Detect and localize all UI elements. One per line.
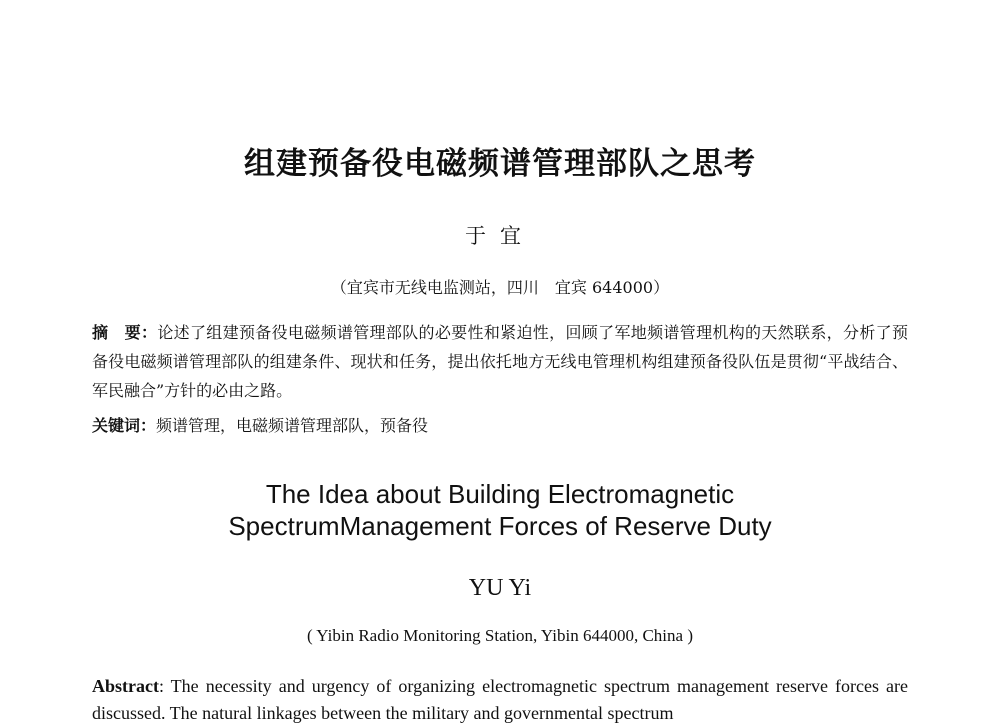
english-title-line-2: SpectrumManagement Forces of Reserve Duty: [228, 511, 772, 541]
chinese-keywords: [92, 411, 908, 440]
english-title: [0, 478, 1000, 542]
english-abstract-label: Abstract: [92, 676, 159, 696]
chinese-author: 于宜: [465, 224, 535, 248]
chinese-affiliation: （宜宾市无线电监测站，四川 宜宾 644000）: [330, 278, 670, 297]
chinese-abstract-text: 论述了组建预备役电磁频谱管理部队的必要性和紧迫性，回顾了军地频谱管理机构的天然联系，分析了预备役电磁频谱管理部队的组建条件、现状和任务，提出依托地方无线电管理机构组建预备役队伍是贯彻“平战结合、军民融合”方针的必由之路。: [92, 323, 908, 400]
chinese-keywords-label: 关键词：: [92, 416, 157, 435]
chinese-abstract: [92, 318, 908, 405]
chinese-keywords-text: 频谱管理，电磁频谱管理部队，预备役: [156, 416, 429, 435]
chinese-abstract-label: 摘 要：: [92, 323, 158, 342]
english-title-line-1: The Idea about Building Electromagnetic: [265, 479, 735, 509]
english-abstract: [92, 673, 908, 727]
english-abstract-text: : The necessity and urgency of organizing electromagnetic spectrum management reserve forces are discussed. The natural linkages between the military and governmental spectrum: [92, 676, 908, 723]
english-author: YU Yi: [468, 575, 532, 601]
chinese-title: 组建预备役电磁频谱管理部队之思考: [244, 146, 756, 182]
english-affiliation: ( Yibin Radio Monitoring Station, Yibin 644000, China ): [307, 626, 693, 645]
